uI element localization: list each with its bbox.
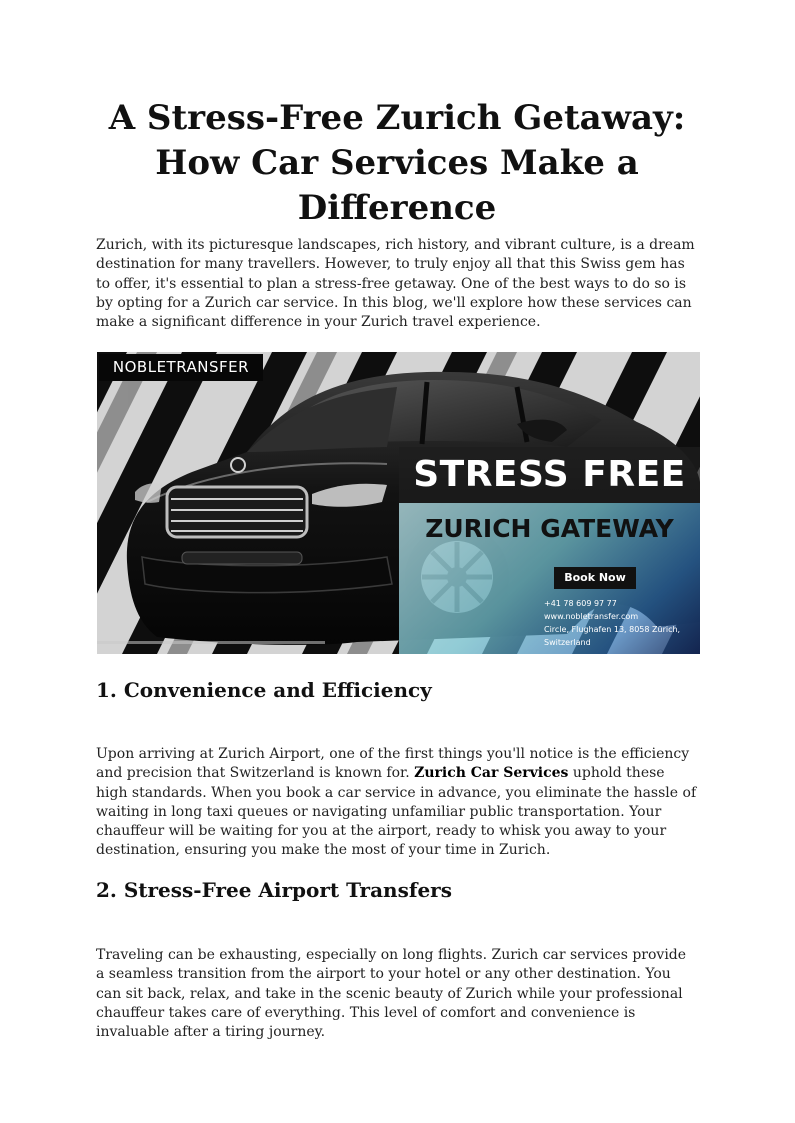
brand-label: NOBLETRANSFER [99, 354, 263, 381]
banner-website: www.nobletransfer.com [544, 612, 639, 621]
section-heading: 2. Stress-Free Airport Transfers [96, 878, 452, 902]
paragraph-text: uphold these high standards. When you book a car service in advance, you eliminate the hassle of waiting in long taxi queues or navigating unfamiliar public transportation. Your chauffeur will be waiting for you at the airport, ready to whisk you away to your destination, ensuring you make the most of your time in Zurich. [96, 765, 697, 859]
section-paragraph [96, 745, 698, 861]
banner-subheadline: ZURICH GATEWAY [425, 514, 674, 543]
intro-paragraph: Zurich, with its picturesque landscapes, rich history, and vibrant culture, is a dream destination for many travellers. However, to truly enjoy all that this Swiss gem has to offer, it's essential to plan a stress-free getaway. One of the best ways to do so is by opting for a Zurich car service. In this blog, we'll explore how these services can make a significant difference in your Zurich travel experience. [96, 237, 695, 331]
section-heading: 1. Convenience and Efficiency [96, 678, 432, 702]
paragraph-text: Upon arriving at Zurich Airport, one of the first things you'll notice is the efficiency and precision that Switzerland is known for. [96, 746, 690, 782]
paragraph-bold-text: Zurich Car Services [414, 765, 569, 782]
section-paragraph: Traveling can be exhausting, especially on long flights. Zurich car services provide a seamless transition from the airport to your hotel or any other destination. You can sit back, relax, and take in the scenic beauty of Zurich while your professional chauffeur takes care of everything. This level of comfort and convenience is invaluable after a tiring journey. [96, 947, 687, 1041]
banner-address-line2: Switzerland [544, 638, 591, 647]
banner-address-line1: Circle, Flughafen 13, 8058 Zürich, [544, 625, 681, 634]
book-now-button[interactable]: Book Now [554, 567, 636, 589]
article-title: A Stress-Free Zurich Getaway: How Car Services Make a Difference [108, 98, 686, 228]
banner-headline: STRESS FREE [413, 454, 686, 495]
promo-banner-image [97, 352, 700, 654]
banner-phone: +41 78 609 97 77 [544, 599, 617, 608]
banner-divider [97, 641, 325, 644]
